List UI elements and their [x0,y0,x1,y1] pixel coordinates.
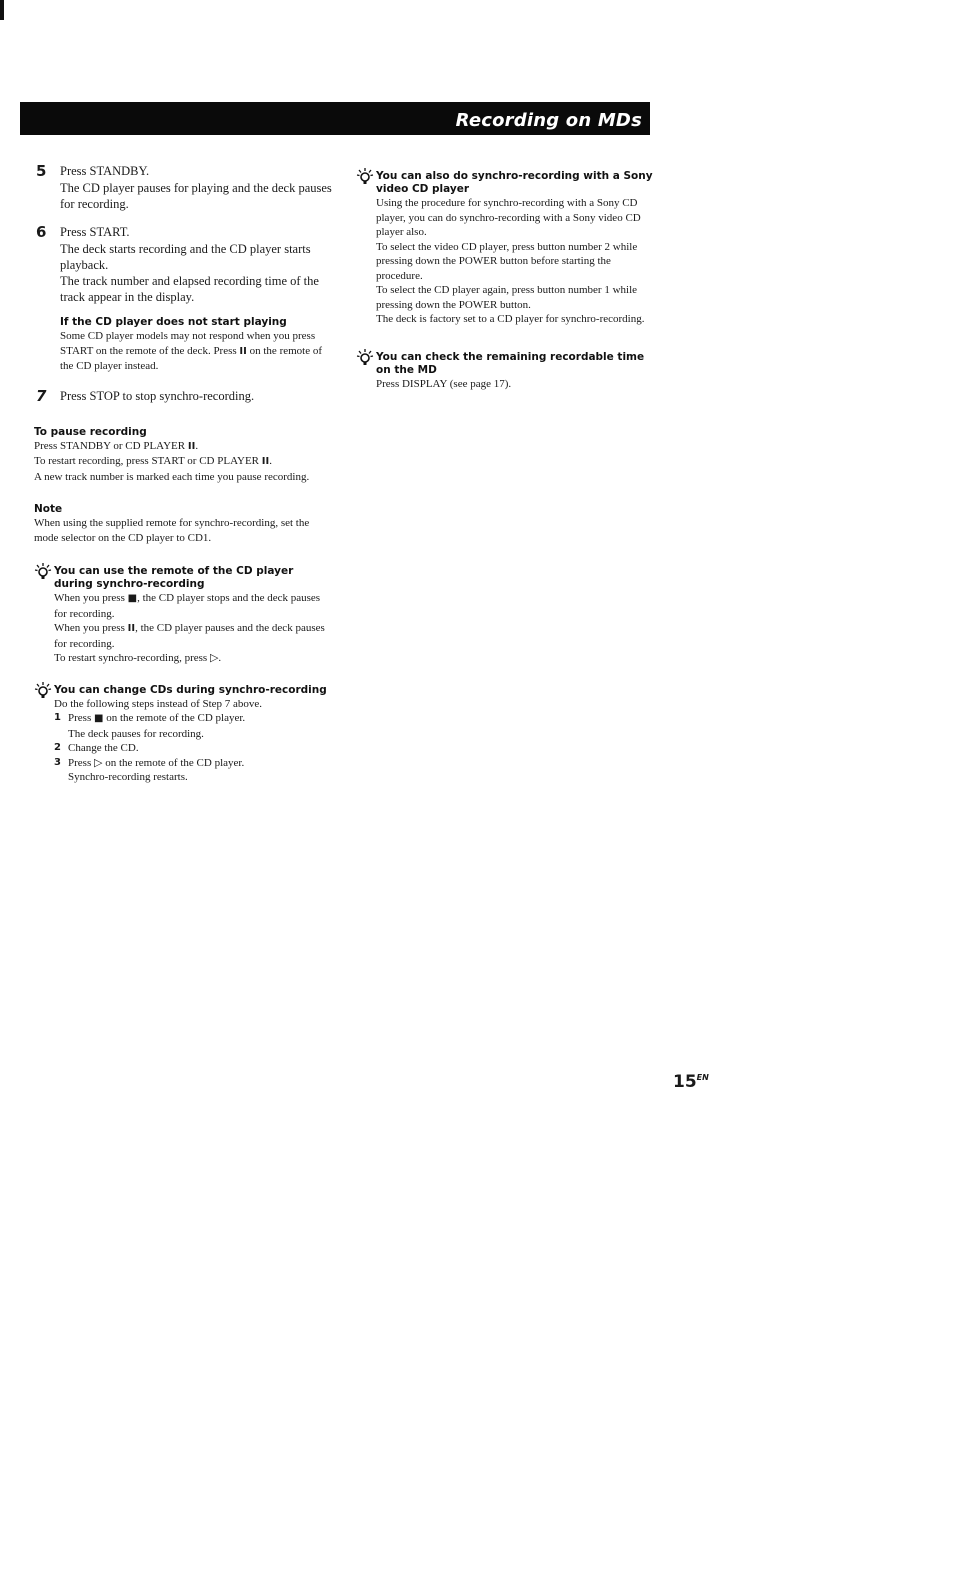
pause-symbol: II [127,623,136,634]
tip-text: The deck is factory set to a CD player for synchro-recording. [376,313,645,325]
step-number: 7 [36,386,47,405]
text-run: . [269,455,272,467]
tip-text: Press DISPLAY (see page 17). [376,377,512,390]
step-7 [34,388,334,405]
tip-bulb-icon [34,562,52,580]
step-instruction: Press START. [60,225,130,239]
subsection-heading: If the CD player does not start playing [60,316,287,328]
text-run: Press [68,756,94,769]
tip-text [54,621,334,651]
tip-bulb-icon [34,681,52,699]
pause-symbol: II [261,456,270,467]
pause-heading: To pause recording [34,425,147,438]
tip-text: Using the procedure for synchro-recording with a Sony CD player, you can do synchro-recording with a Sony video CD player also. [376,197,641,238]
step-instruction: Press STOP to stop synchro-recording. [60,388,255,403]
text-run: When you press [54,592,128,604]
tip-heading: You can change CDs during synchro-recording [54,683,327,696]
step-description: The deck starts recording and the CD player starts playback. [60,242,311,272]
note-section [34,502,334,545]
tip-intro: Do the following steps instead of Step 7 above. [54,697,263,710]
text-run: To restart synchro-recording, press [54,652,210,664]
text-run: on the remote of the CD player. [103,712,246,724]
edge-mark [0,0,4,20]
pause-symbol: II [187,440,196,452]
page-number-value: 15 [673,1072,697,1092]
pause-line [34,439,334,455]
list-subtext: Synchro-recording restarts. [68,771,188,783]
step-description: The track number and elapsed recording time of the track appear in the display. [60,274,319,304]
step-6 [34,224,334,374]
subsection-text [60,329,334,374]
text-run: Some CD player models may not respond when you press START on the remote of the deck. Press [60,330,316,357]
list-number: 1 [54,712,61,723]
tip-remaining-time [356,351,656,392]
stop-symbol: ■ [127,593,138,604]
step-5 [34,163,334,212]
tip-change-cds [34,684,334,785]
left-column [34,163,334,785]
section-title: Recording on MDs [455,110,642,131]
list-subtext: The deck pauses for recording. [68,727,204,740]
step-number: 5 [36,162,47,180]
play-symbol: ▷ [209,652,219,664]
step-description: The CD player pauses for playing and the deck pauses for recording. [60,181,332,211]
tip-bulb-icon [356,167,374,185]
page-number [673,1072,709,1092]
tip-heading: You can also do synchro-recording with a Sony video CD player [376,170,653,195]
text-run: on the remote of the CD player instead. [60,344,323,372]
pause-section [34,425,334,485]
play-symbol: ▷ [93,756,103,769]
text-run: , the CD player pauses and the deck pauses for recording. [54,622,325,650]
list-item [54,741,334,756]
tip-text: To select the video CD player, press button number 2 while pressing down the POWER button before starting the procedure. [376,240,638,282]
page-number-suffix: EN [696,1073,709,1082]
restart-line [34,454,334,470]
section-header-bar [20,102,650,135]
tip-heading: You can use the remote of the CD player during synchro-recording [54,565,294,590]
tip-remote [34,565,334,666]
text-run: . [218,652,222,664]
tip-heading: You can check the remaining recordable time on the MD [376,350,645,376]
note-heading: Note [34,503,63,515]
tip-text: To select the CD player again, press button number 1 while pressing down the POWER button. [376,284,638,311]
text-run: When you press [54,622,128,634]
track-mark-line: A new track number is marked each time you pause recording. [34,470,310,483]
stop-symbol: ■ [93,713,104,724]
text-run: , the CD player stops and the deck pauses for recording. [54,592,321,620]
text-run: To restart recording, press START or CD PLAYER [34,455,262,467]
tip-text [54,591,334,621]
text-run: Press STANDBY or CD PLAYER [34,439,188,452]
list-item [54,756,334,785]
text-run: Press [68,712,94,724]
tip-video-cd [356,170,656,327]
list-number: 2 [54,742,61,753]
step-number: 6 [36,223,47,241]
tip-bulb-icon [356,348,374,366]
text-run: on the remote of the CD player. [102,756,245,769]
change-steps-list [54,711,334,785]
right-column [356,170,656,391]
text-run: . [195,439,199,452]
step-instruction: Press STANDBY. [60,164,150,178]
list-item [54,711,334,741]
note-text: When using the supplied remote for synchro-recording, set the mode selector on the CD player to CD1. [34,517,310,544]
tip-text [54,651,334,666]
pause-symbol: II [239,345,247,357]
text-run: Change the CD. [68,742,139,754]
list-number: 3 [54,756,61,768]
